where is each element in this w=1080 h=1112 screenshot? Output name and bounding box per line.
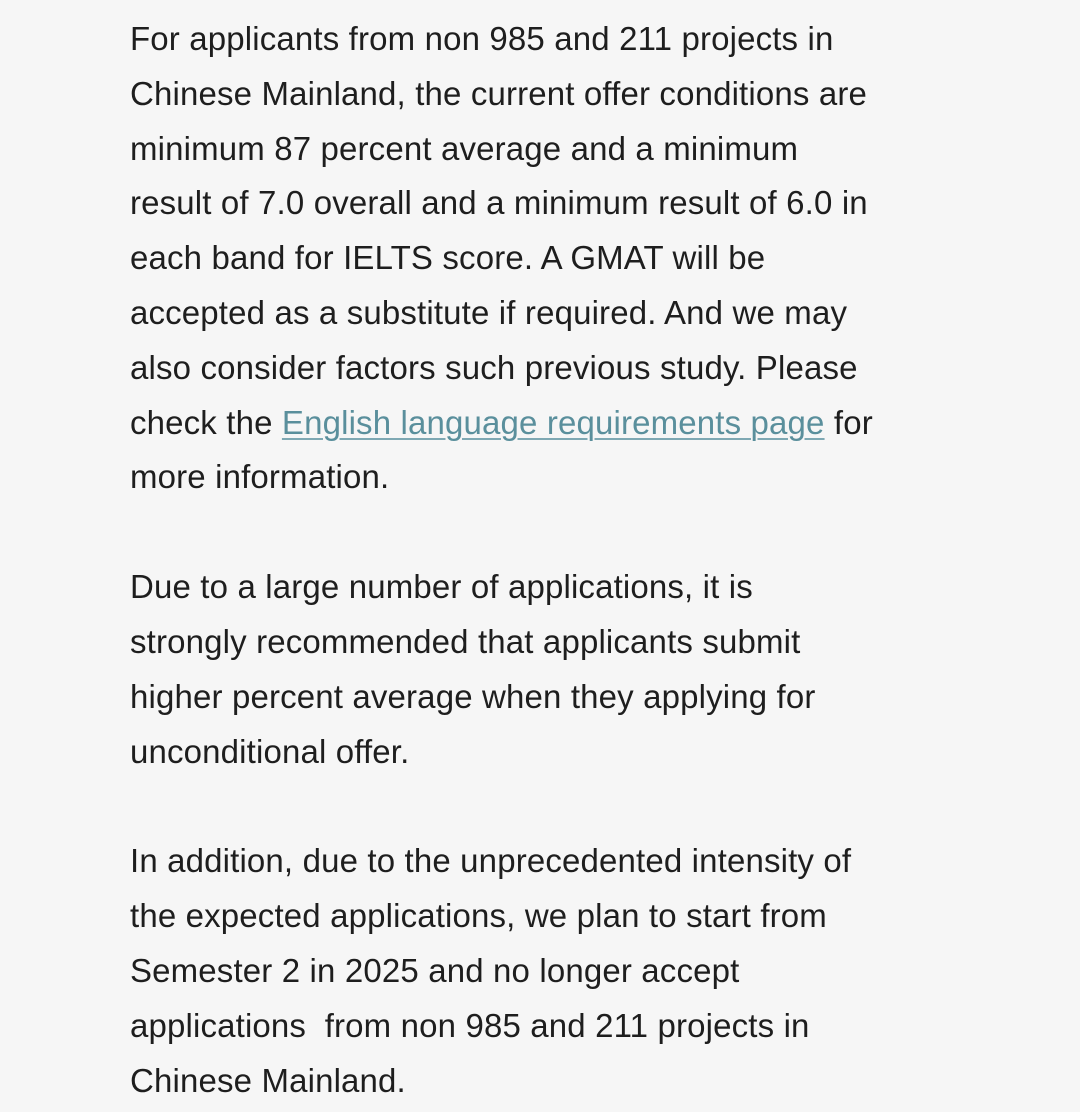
article-body (130, 12, 1030, 1108)
text-line: Semester 2 in 2025 and no longer accept (130, 951, 740, 989)
text-line: applications from non 985 and 211 projects in (130, 1006, 810, 1044)
text-line: In addition, due to the unprecedented intensity of (130, 842, 852, 880)
paragraph-policy-change (130, 834, 1030, 1108)
text-line: result of 7.0 overall and a minimum result of 6.0 in (130, 184, 868, 222)
text-line: each band for IELTS score. A GMAT will be (130, 239, 766, 277)
text-line: strongly recommended that applicants submit (130, 622, 801, 660)
text-line: Chinese Mainland, the current offer conditions are (130, 74, 867, 112)
text-line: higher percent average when they applying for (130, 677, 816, 715)
text-line: the expected applications, we plan to start from (130, 897, 827, 935)
text-line: also consider factors such previous study. Please (130, 348, 858, 386)
paragraph-offer-conditions (130, 12, 1030, 505)
link-prefix-text: check the (130, 403, 282, 441)
text-line: Chinese Mainland. (130, 1061, 406, 1099)
text-line: accepted as a substitute if required. And we may (130, 293, 848, 331)
text-line: unconditional offer. (130, 732, 410, 770)
text-line: minimum 87 percent average and a minimum (130, 129, 799, 167)
text-line: For applicants from non 985 and 211 projects in (130, 20, 834, 57)
text-line: more information. (130, 458, 390, 496)
text-line: Due to a large number of applications, it is (130, 568, 753, 606)
text-line-with-link (130, 396, 1030, 451)
paragraph-application-recommendation (130, 560, 1030, 779)
link-suffix-text: for (824, 403, 873, 441)
english-language-requirements-link[interactable]: English language requirements page (281, 403, 825, 441)
